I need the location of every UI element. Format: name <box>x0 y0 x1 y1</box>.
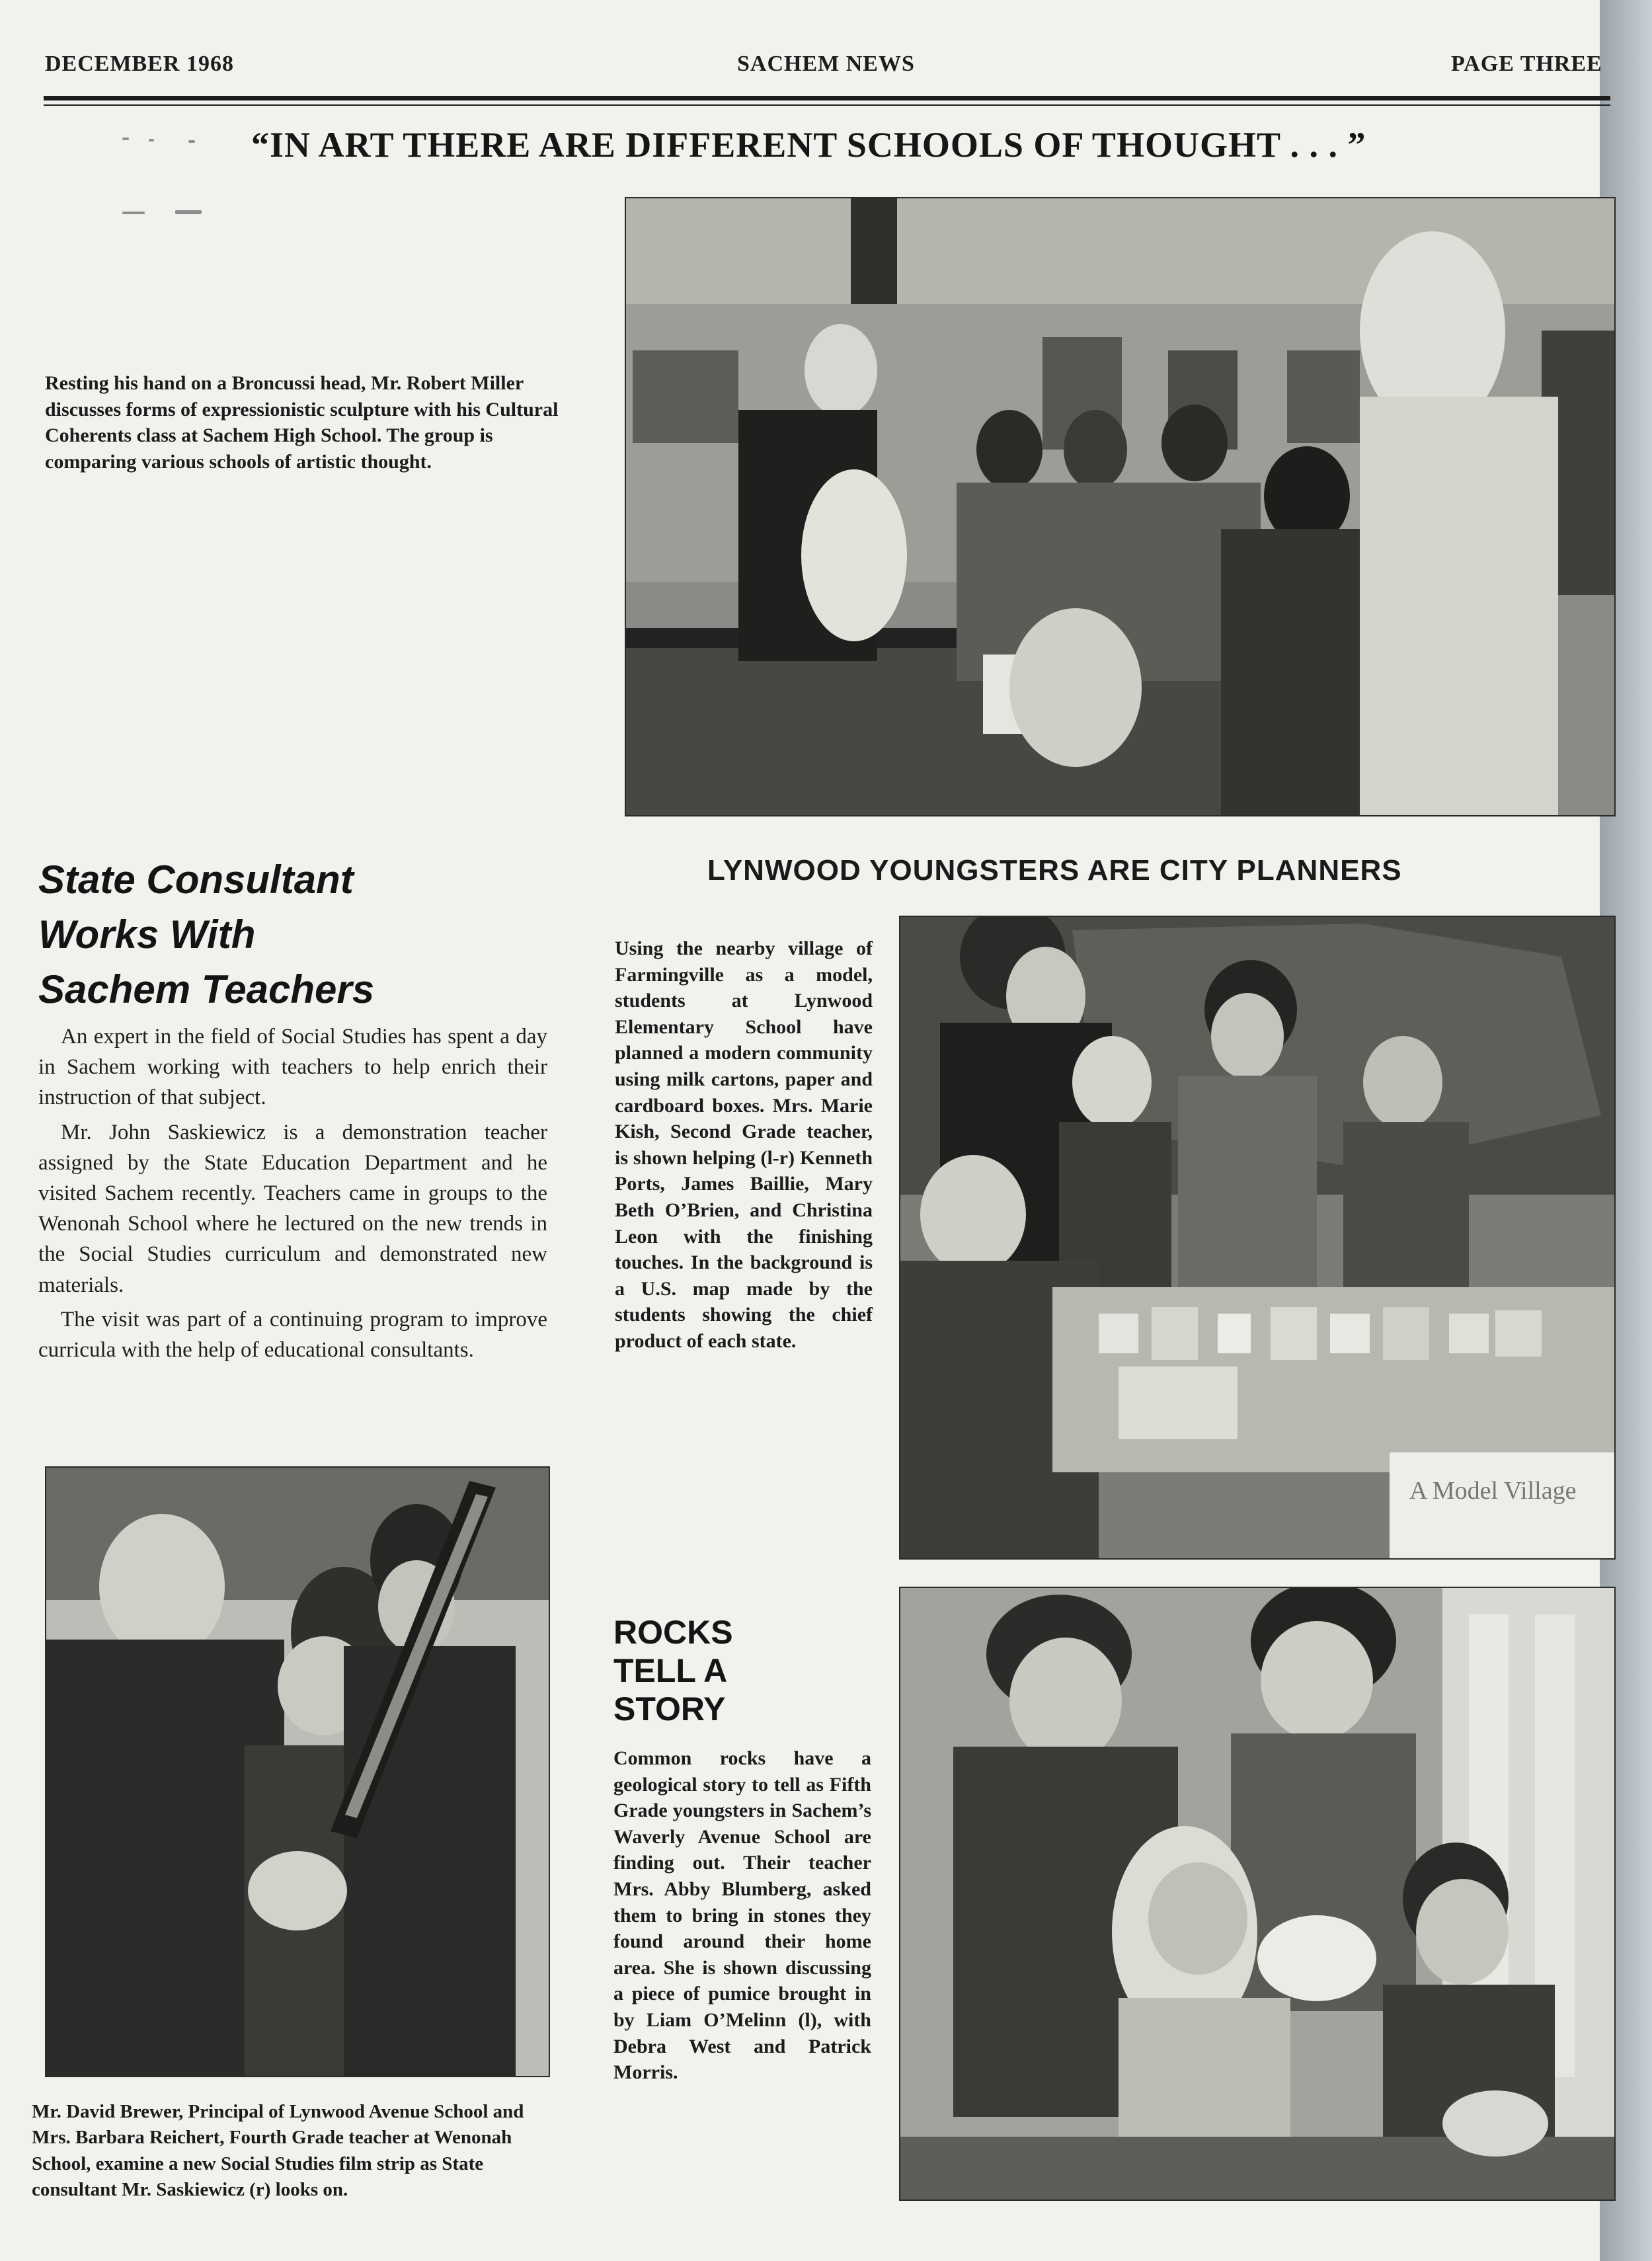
art-class-photo <box>625 197 1616 816</box>
masthead-date: DECEMBER 1968 <box>45 52 234 76</box>
film-strip-photo-caption: Mr. David Brewer, Principal of Lynwood Avenue School and Mrs. Barbara Reichert, Fourth Grade teacher at Wenonah School, examine a new Social Studies film strip as State consultant Mr. Saskiewicz (r) looks on. <box>32 2101 524 2201</box>
masthead-rule-thin <box>44 104 1610 106</box>
masthead-rule-thick <box>44 96 1610 100</box>
masthead-paper-name: SACHEM NEWS <box>737 52 915 76</box>
rocks-story-title <box>613 1613 812 1728</box>
lynwood-photo-caption: Using the nearby village of Farmingville as a model, students at Lynwood Elementary School have planned a modern community using milk cartons, paper and cardboard boxes. Mrs. Marie Kish, Second Grade teacher, is shown helping (l-r) Kenneth Ports, James Baillie, Mary Beth O’Brien, and Christina Leon with the finishing touches. In the background is a U.S. map made by the students showing the chief product of each state. <box>615 937 873 1352</box>
consultant-story-body <box>38 1021 547 1369</box>
rocks-photo-caption: Common rocks have a geological story to tell as Fifth Grade youngsters in Sachem’s Waverly Avenue School are finding out. Their teacher Mrs. Abby Blumberg, asked them to bring in stones they found around their home area. She is shown discussing a piece of pumice brought in by Liam O’Melinn (l), with Debra West and Patrick Morris. <box>613 1747 871 2084</box>
film-strip-photo <box>45 1466 550 2077</box>
lynwood-headline: LYNWOOD YOUNGSTERS ARE CITY PLANNERS <box>707 854 1402 887</box>
consultant-title-line-2: Works With <box>38 912 256 957</box>
consultant-title-line-3: Sachem Teachers <box>38 967 375 1012</box>
art-photo-caption: Resting his hand on a Broncussi head, Mr. Robert Miller discusses forms of expressionistic sculpture with his Cultural Coherents class at Sachem High School. The group is comparing various schools of artistic thought. <box>45 372 559 473</box>
masthead-page-number: PAGE THREE <box>1451 52 1602 76</box>
consultant-paragraph-1: An expert in the field of Social Studies has spent a day in Sachem working with teachers to help enrich their instruction of that subject. <box>38 1025 547 1110</box>
rocks-title-line-2: TELL A <box>613 1652 728 1689</box>
art-headline: “IN ART THERE ARE DIFFERENT SCHOOLS OF THOUGHT . . . ” <box>251 125 1366 165</box>
consultant-paragraph-3: The visit was part of a continuing program to improve curricula with the help of educational consultants. <box>38 1307 547 1362</box>
consultant-paragraph-2: Mr. John Saskiewicz is a demonstration teacher assigned by the State Education Department and he visited Sachem recently. Teachers came in groups to the Wenonah School where he lectured on the new trends in the Social Studies curriculum and demonstrated new materials. <box>38 1120 547 1297</box>
rocks-photo <box>899 1587 1616 2201</box>
model-village-sign: A Model Village <box>1409 1477 1577 1505</box>
consultant-title-line-1: State Consultant <box>38 857 354 902</box>
rocks-title-line-3: STORY <box>613 1690 726 1727</box>
rocks-title-line-1: ROCKS <box>613 1614 733 1651</box>
city-planners-photo <box>899 916 1616 1560</box>
consultant-story-title <box>38 853 409 1017</box>
